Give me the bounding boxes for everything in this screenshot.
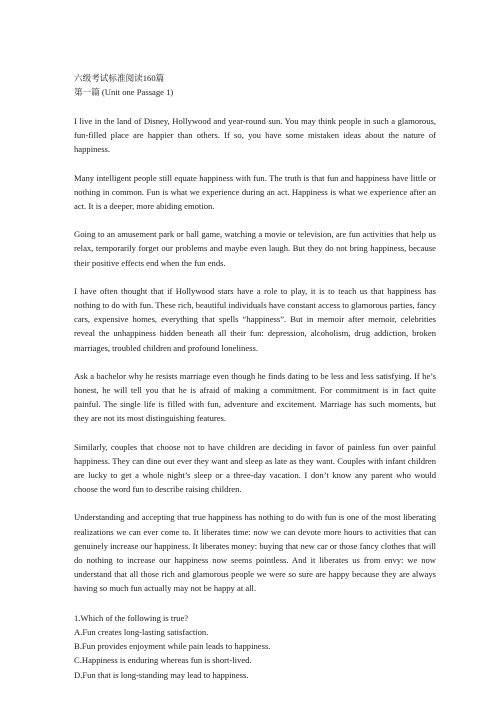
option-c: C.Happiness is enduring whereas fun is short-lived. [74, 655, 252, 666]
paragraph-4: I have often thought that if Hollywood stars have a role to play, it is to teach us that happiness has nothing to do with fun. These rich, beautiful individuals have constant access to glamorous parties, fancy cars, expensive homes, everything that spells “happiness”. But in memoir after memoir, celebrities reveal the unhappiness hidden beneath all their fun: depression, alcoholism, drug addiction, broken marriages, troubled children and profound loneliness. [74, 285, 436, 353]
paragraph-7: Understanding and accepting that true happiness has nothing to do with fun is one of the most liberating realizations we can ever come to. It liberates time: now we can devote more hours to activities that can genuinely increase our happiness. It liberates money: buying that new car or those fancy clothes that will do nothing to increase our happiness now seems pointless. And it liberates us from envy: we now understand that all those rich and glamorous people we were so sure are happy because they are always having so much fun actually may not be happy at all. [74, 512, 436, 594]
paragraph-2: Many intelligent people still equate happiness with fun. The truth is that fun and happiness have little or nothing in common. Fun is what we experience during an act. Happiness is what we experience after an act. It is a deeper, more abiding emotion. [74, 172, 436, 212]
question-text: 1.Which of the following is true? [74, 612, 189, 623]
paragraph-1: I live in the land of Disney, Hollywood and year-round sun. You may think people in such a glamorous, fun-filled place are happier than others. If so, you have some mistaken ideas about the nature of happiness. [74, 116, 436, 155]
option-b: B.Fun provides enjoyment while pain leads to happiness. [74, 641, 271, 652]
option-d: D.Fun that is long-standing may lead to happiness. [74, 669, 249, 680]
document-title: 六级考试标准阅读160篇 [74, 73, 165, 83]
option-a: A.Fun creates long-lasting satisfaction. [74, 626, 209, 637]
paragraph-3: Going to an amusement park or ball game, watching a movie or television, are fun activities that help us relax, temporarily forget our problems and maybe even laugh. But they do not bring happiness, because their positive effects end when the fun ends. [74, 229, 436, 268]
question-block [74, 611, 436, 682]
paragraph-6: Similarly, couples that choose not to have children are deciding in favor of painless fun over painful happiness. They can dine out ever they want and sleep as late as they want. Couples with infant children are lucky to get a whole night’s sleep or a three-day vacation. I don’t know any parent who would choose the word fun to describe raising children. [74, 441, 436, 495]
paragraph-5: Ask a bachelor why he resists marriage even though he finds dating to be less and less satisfying. If he’s honest, he will tell you that he is afraid of making a commitment. For commitment is in fact quite painful. The single life is filled with fun, adventure and excitement. Marriage has such moments, but they are not its most distinguishing features. [74, 370, 436, 424]
section-heading: 第一篇 (Unit one Passage 1) [74, 87, 174, 97]
